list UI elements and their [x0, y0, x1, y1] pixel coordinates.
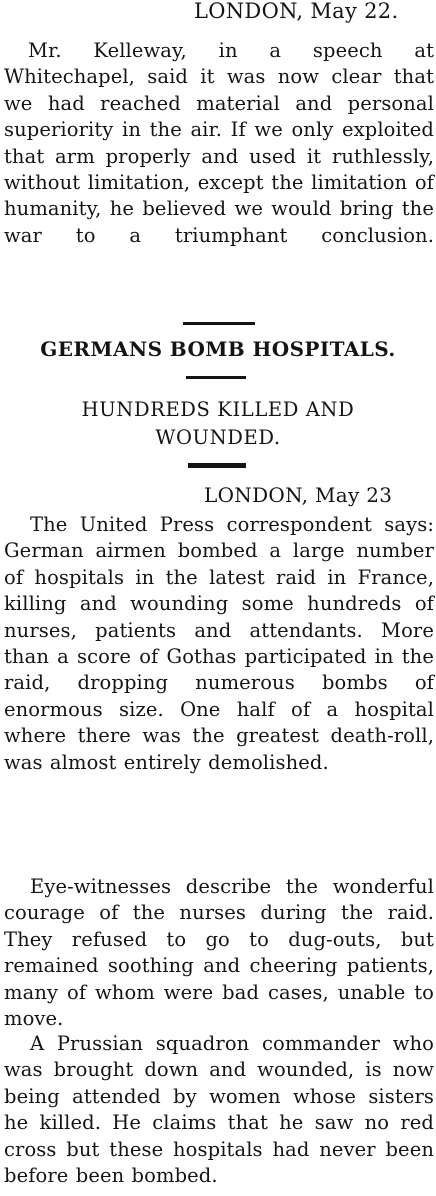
subheadline-line-1: HUNDREDS KILLED AND [81, 398, 355, 421]
article-kelleway-paragraph: Mr. Kelleway, in a speech at Whitechapel, said it was now clear that we had reached material and personal superiority in the air. If we only exploited that arm properly and used it ruthlessly, without limitation, except the limitation of humanity, he believed we would bring the war to a triumphant conclusion. [4, 39, 434, 247]
subhead-divider-rule [188, 463, 246, 468]
article-hospitals-paragraph-2: Eye-witnesses describe the wonderful courage of the nurses during the raid. They refused to go to dug-outs, but remained soothing and cheering patients, many of whom were bad cases, unable to move. [4, 875, 434, 1031]
dateline-london-may-23: LONDON, May 23 [204, 483, 393, 507]
subheadline-line-2: WOUNDED. [155, 426, 281, 449]
headline-divider-rule [186, 376, 246, 379]
headline-germans-bomb-hospitals: GERMANS BOMB HOSPITALS. [40, 337, 396, 361]
article-hospitals-paragraph-3: A Prussian squadron commander who was brought down and wounded, is now being attended by women whose sisters he killed. He claims that he saw no red cross but these hospitals had never been before been bombed. [4, 1032, 434, 1188]
dateline-london-may-22: LONDON, May 22. [194, 0, 399, 23]
article-hospitals-paragraph-1: The United Press correspondent says: German airmen bombed a large number of hospitals in the latest raid in France, killing and wounding some hundreds of nurses, patients and attendants. More than a score of Gothas participated in the raid, dropping numerous bombs of enormous size. One half of a hospital where there was the greatest death-roll, was almost entirely demolished. [4, 513, 434, 774]
section-divider-rule [183, 322, 255, 325]
